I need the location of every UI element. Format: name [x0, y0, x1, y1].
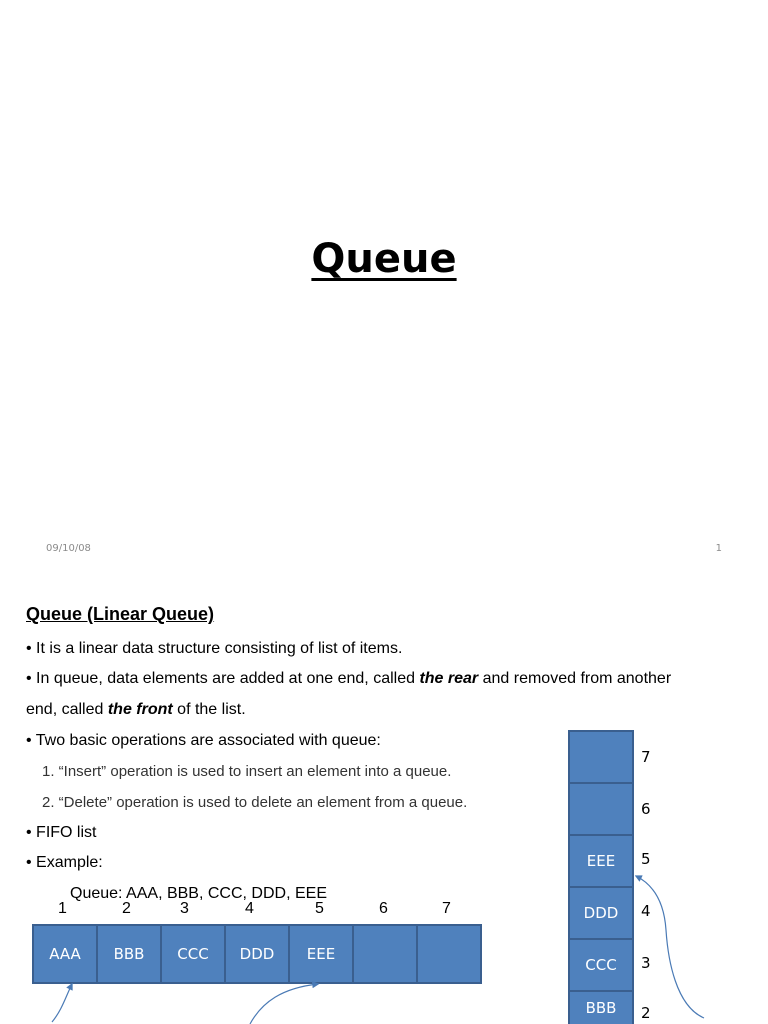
queue-contents: Queue: AAA, BBB, CCC, DDD, EEE [70, 885, 327, 902]
slide-date: 09/10/08 [46, 543, 91, 554]
bullet-ends-text-a: • In queue, data elements are added at one end, called [26, 670, 420, 687]
bullet-operations: • Two basic operations are associated with queue: [26, 732, 381, 749]
section-heading: Queue (Linear Queue) [26, 604, 215, 624]
h-index: 1 [58, 900, 67, 917]
rear-arrow-icon [250, 984, 318, 1024]
bullet-ends-text-b: and removed from another [478, 670, 672, 687]
v-index: 5 [641, 850, 651, 868]
h-cell: DDD [224, 924, 290, 984]
v-index: 7 [641, 748, 651, 766]
v-index: 2 [641, 1004, 651, 1022]
rear-vertical-arrow-icon [636, 876, 704, 1018]
emphasis-front: the front [107, 701, 173, 718]
slide-title: Queue [311, 236, 457, 282]
operation-delete: 2. “Delete” operation is used to delete an element from a queue. [42, 794, 468, 811]
h-index: 6 [379, 900, 388, 917]
bullet-example: • Example: [26, 854, 103, 871]
v-index: 4 [641, 902, 651, 920]
h-index: 2 [122, 900, 131, 917]
bullet-definition: • It is a linear data structure consisting of list of items. [26, 640, 403, 657]
emphasis-rear: the rear [419, 670, 479, 687]
h-index: 3 [180, 900, 189, 917]
v-cell: EEE [568, 834, 634, 888]
h-index: 7 [442, 900, 451, 917]
v-cell: BBB [568, 990, 634, 1024]
bullet-fifo: • FIFO list [26, 824, 97, 841]
v-cell: CCC [568, 938, 634, 992]
bullet-ends-text-d: of the list. [172, 701, 246, 718]
h-cell: AAA [32, 924, 98, 984]
bullet-ends-text-c: end, called [26, 701, 108, 718]
v-index: 3 [641, 954, 651, 972]
v-index: 6 [641, 800, 651, 818]
h-index: 4 [245, 900, 254, 917]
h-cell: BBB [96, 924, 162, 984]
h-index: 5 [315, 900, 324, 917]
front-arrow-icon [52, 984, 72, 1022]
h-cell: EEE [288, 924, 354, 984]
v-cell: DDD [568, 886, 634, 940]
slide-page-number: 1 [715, 543, 722, 554]
operation-insert: 1. “Insert” operation is used to insert an element into a queue. [42, 763, 452, 780]
h-cell: CCC [160, 924, 226, 984]
